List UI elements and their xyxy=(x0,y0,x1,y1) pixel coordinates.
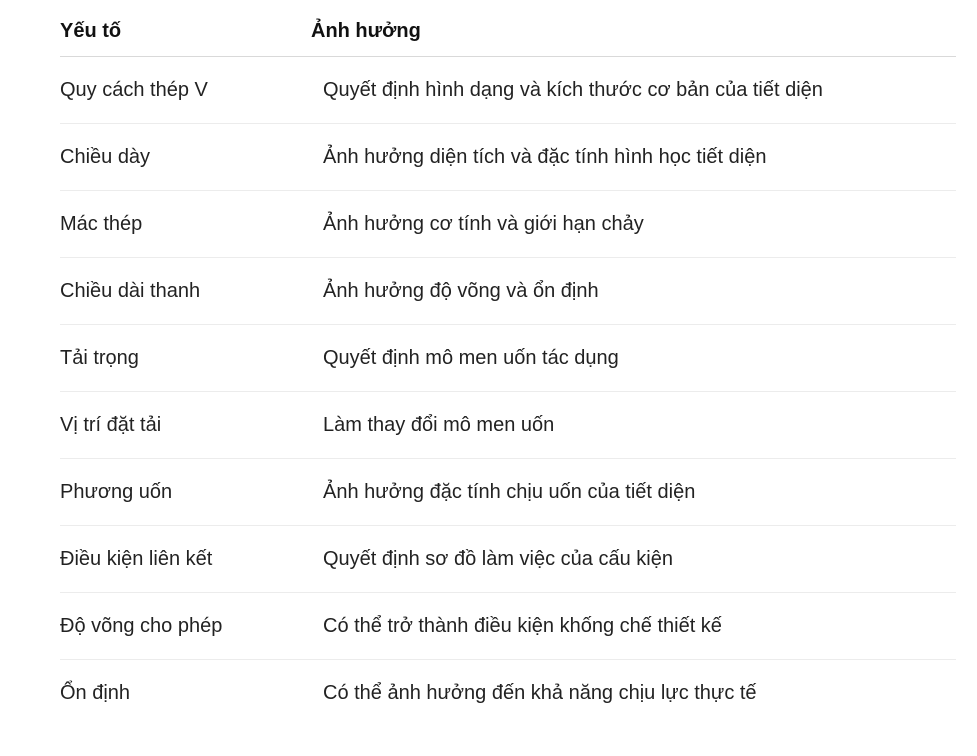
table-row xyxy=(60,124,956,191)
factor-cell: Ổn định xyxy=(60,682,131,704)
effect-cell: Quyết định sơ đồ làm việc của cấu kiện xyxy=(323,548,673,570)
effect-cell: Có thể trở thành điều kiện khống chế thiết kế xyxy=(323,615,722,637)
table-row xyxy=(60,459,956,526)
column-header-effect: Ảnh hưởng xyxy=(311,20,421,42)
table-row xyxy=(60,526,956,593)
table-row xyxy=(60,57,956,124)
factor-cell: Quy cách thép V xyxy=(60,79,208,101)
factor-cell: Mác thép xyxy=(60,213,143,235)
factor-cell: Phương uốn xyxy=(60,481,173,503)
factor-cell: Vị trí đặt tải xyxy=(60,414,162,436)
factors-table xyxy=(60,0,956,726)
column-header-factor: Yếu tố xyxy=(60,20,122,42)
table-row xyxy=(60,593,956,660)
factor-cell: Độ võng cho phép xyxy=(60,615,223,637)
table-row xyxy=(60,660,956,726)
table-row xyxy=(60,258,956,325)
effect-cell: Làm thay đổi mô men uốn xyxy=(323,414,555,436)
table-header xyxy=(60,0,956,57)
factor-cell: Tải trọng xyxy=(60,347,139,369)
table-row xyxy=(60,392,956,459)
effect-cell: Ảnh hưởng độ võng và ổn định xyxy=(323,280,599,302)
effect-cell: Ảnh hưởng đặc tính chịu uốn của tiết diện xyxy=(323,481,696,503)
table-row xyxy=(60,325,956,392)
table-row xyxy=(60,191,956,258)
effect-cell: Quyết định hình dạng và kích thước cơ bản của tiết diện xyxy=(323,79,823,101)
effect-cell: Quyết định mô men uốn tác dụng xyxy=(323,347,619,369)
factor-cell: Chiều dày xyxy=(60,146,151,168)
effect-cell: Ảnh hưởng diện tích và đặc tính hình học tiết diện xyxy=(323,146,767,168)
effect-cell: Ảnh hưởng cơ tính và giới hạn chảy xyxy=(323,213,644,235)
effect-cell: Có thể ảnh hưởng đến khả năng chịu lực thực tế xyxy=(323,682,757,704)
factor-cell: Điều kiện liên kết xyxy=(60,548,213,570)
factor-cell: Chiều dài thanh xyxy=(60,280,201,302)
